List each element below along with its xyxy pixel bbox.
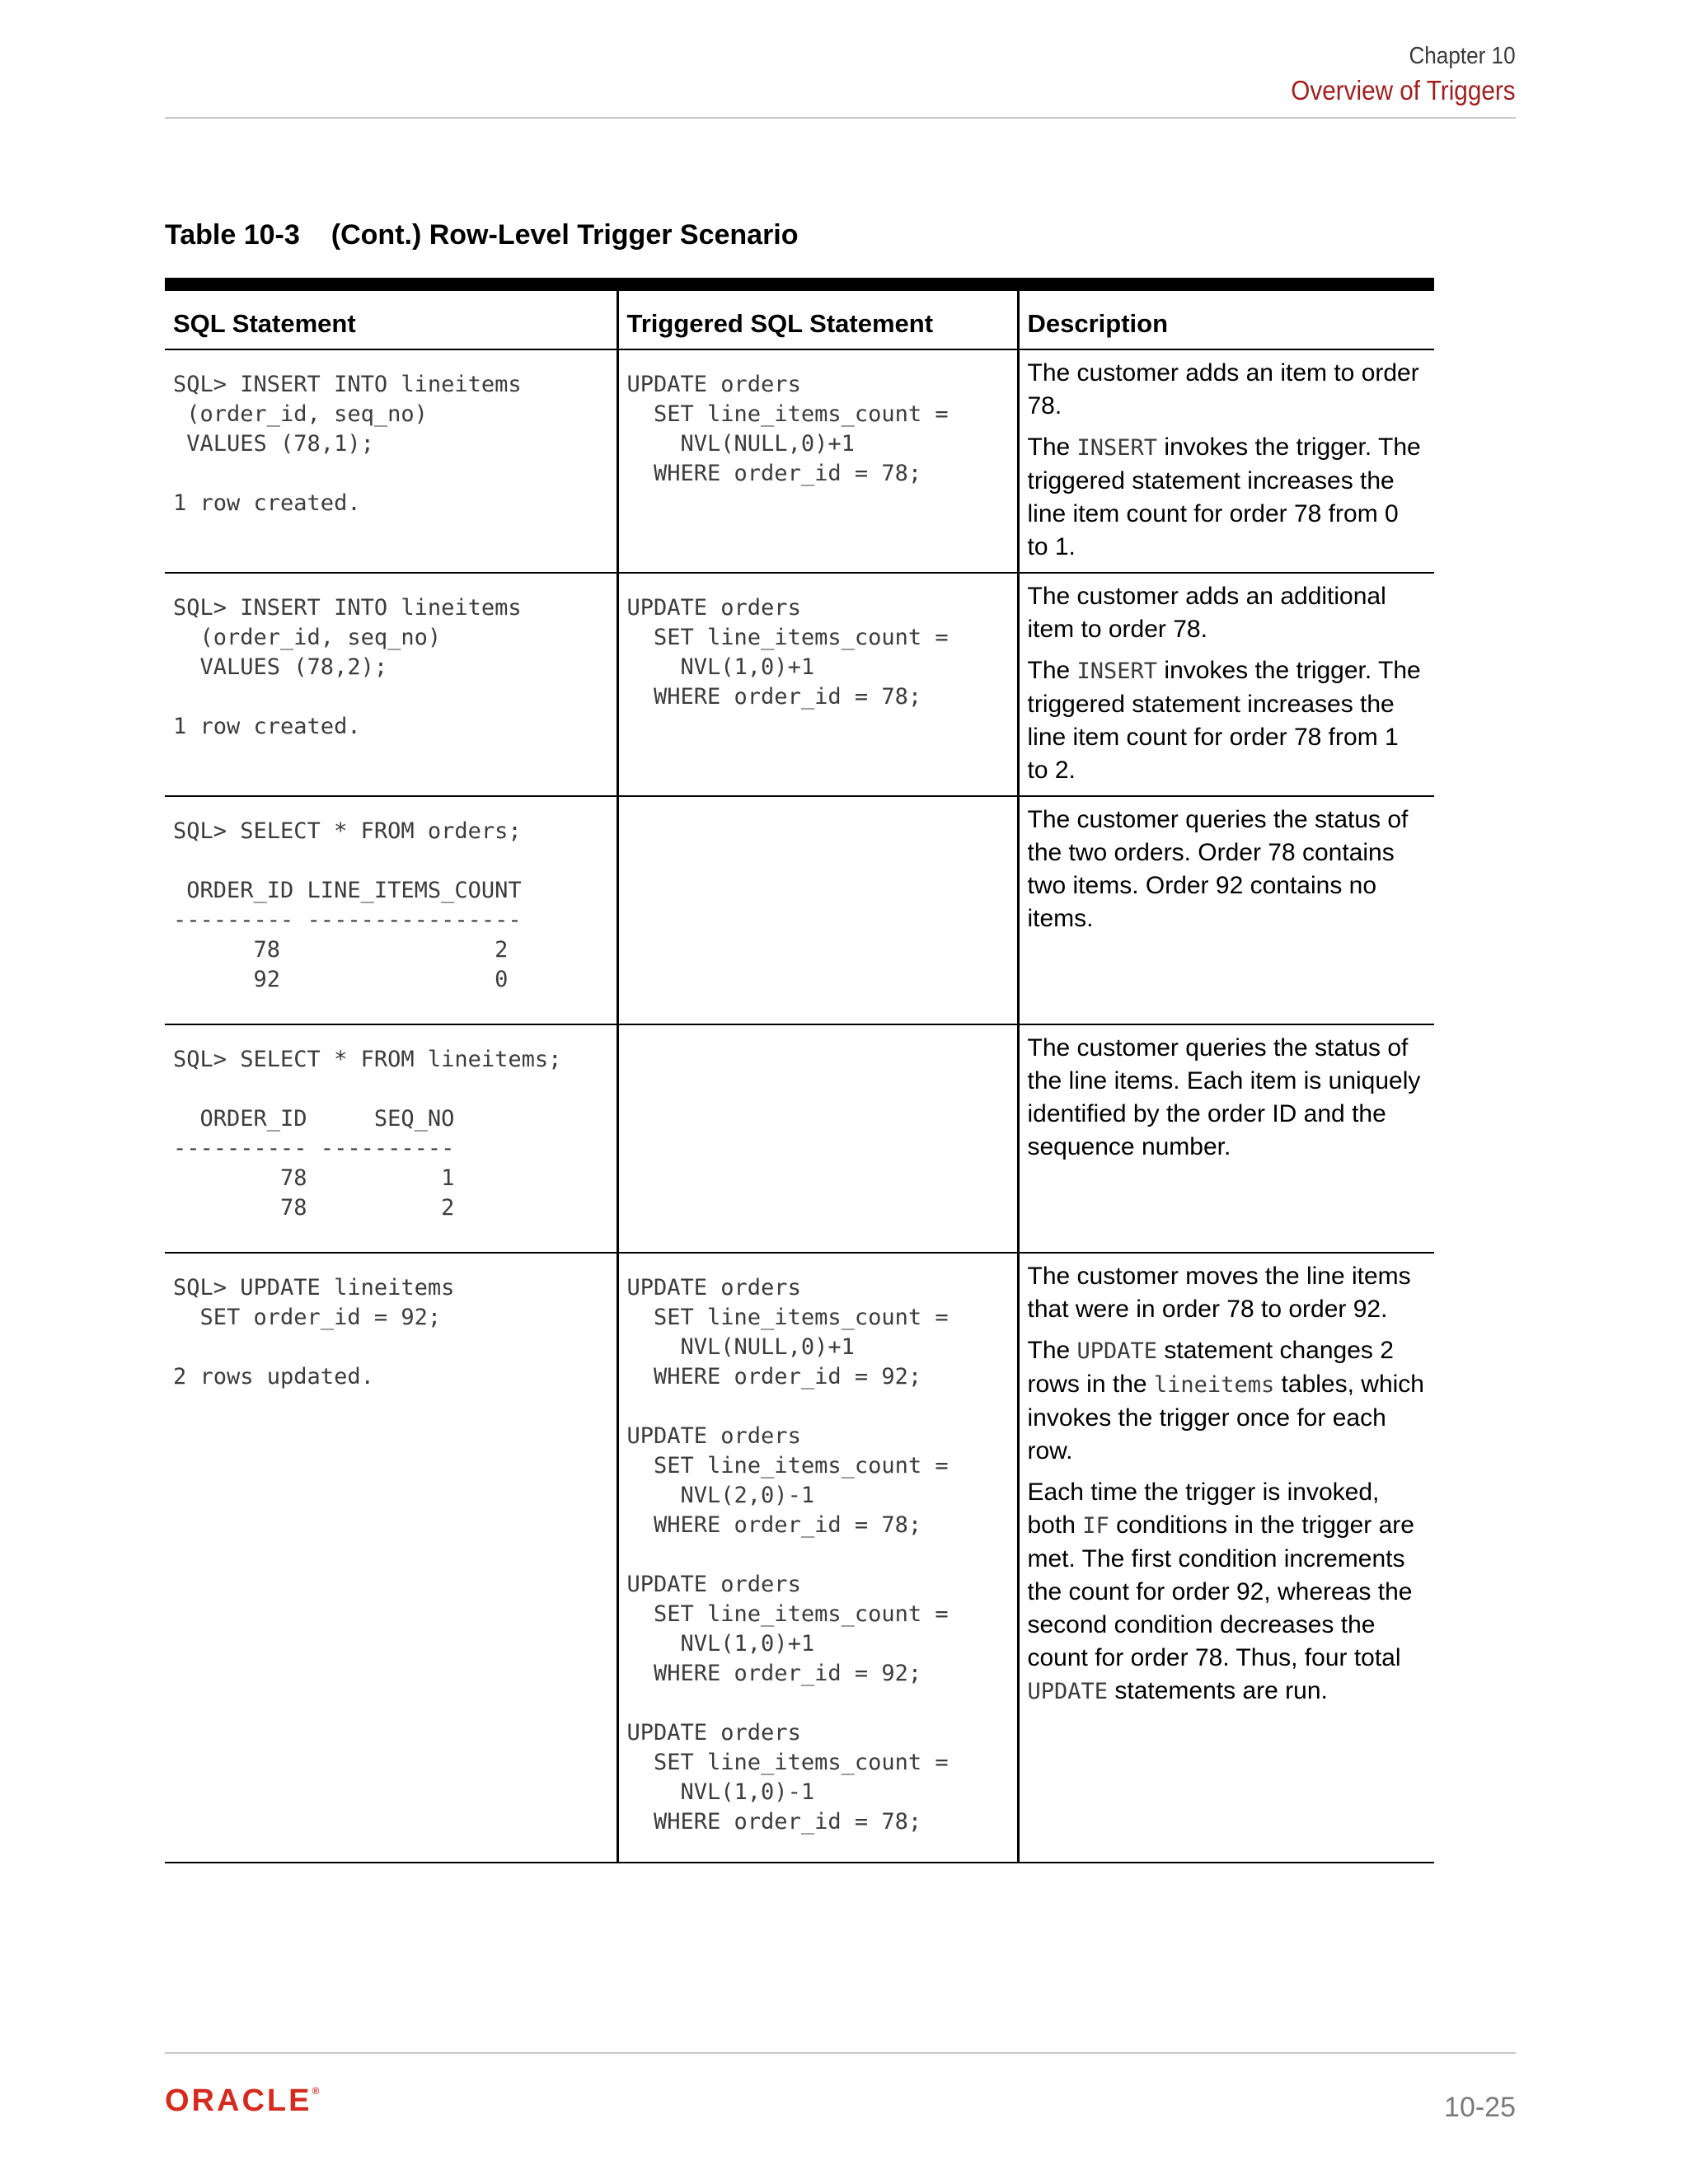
table-caption: (Cont.) Row-Level Trigger Scenario: [331, 219, 799, 251]
description-text: The customer queries the status of the line items. Each item is uniquely identified by the order ID and the sequence number.: [1027, 1034, 1421, 1160]
description-text: statement changes 2 rows in the: [1027, 1337, 1394, 1398]
description-text: The customer queries the status of the two orders. Order 78 contains two items. Order 92 contains no items.: [1027, 806, 1409, 932]
description: [1028, 1025, 1427, 1164]
triggered-cell: [617, 573, 1018, 796]
triggered-statement: UPDATE orders SET line_items_count = NVL(1,0)+1 WHERE order_id = 78;: [626, 595, 949, 710]
table-title: [165, 219, 799, 251]
triggered-statement: [627, 797, 1009, 817]
chapter-label: Chapter 10: [1409, 43, 1516, 69]
column-header-triggered: Triggered SQL Statement: [617, 284, 1018, 349]
description-text: The: [1027, 434, 1077, 461]
description-text: The: [1027, 1337, 1077, 1364]
description-paragraph: [1028, 580, 1427, 646]
description: [1028, 574, 1427, 787]
description-cell: [1018, 1024, 1434, 1253]
description: [1028, 350, 1427, 564]
registered-mark: ®: [312, 2085, 320, 2097]
sql-cell: [165, 796, 617, 1024]
triggered-cell: [617, 1253, 1018, 1863]
inline-code: INSERT: [1076, 435, 1158, 461]
page-header: [1266, 40, 1516, 109]
sql-cell: [165, 573, 617, 796]
trigger-scenario-table: [165, 278, 1434, 1863]
triggered-cell: [617, 349, 1018, 573]
inline-code: IF: [1082, 1513, 1109, 1539]
sql-statement: SQL> SELECT * FROM orders; ORDER_ID LINE_ITEMS_COUNT --------- ---------------- 78 2 92 0: [173, 818, 522, 992]
triggered-statement: UPDATE orders SET line_items_count = NVL(NULL,0)+1 WHERE order_id = 92; UPDATE orders SET line_items_count = NVL(2,0)-1 WHERE order_id = 78; UPDATE orders SET line_items_count = NVL(1,0)+1 WHERE order_id = 92; UPDATE orders SET line_items_count = NVL(1,0)-1 WHERE order_id = 78;: [626, 1275, 949, 1835]
triggered-cell: [617, 1024, 1018, 1253]
column-header-description: Description: [1018, 284, 1434, 349]
description-paragraph: [1028, 1260, 1427, 1326]
sql-cell: [165, 1253, 617, 1863]
description-paragraph: [1028, 804, 1427, 935]
triggered-statement: [627, 1025, 1009, 1045]
page-number: 10-25: [1444, 2092, 1516, 2123]
description-paragraph: [1028, 357, 1427, 423]
inline-code: INSERT: [1076, 658, 1158, 684]
sql-statement: SQL> INSERT INTO lineitems (order_id, seq_no) VALUES (78,1); 1 row created.: [173, 372, 522, 516]
table-number: Table 10-3: [165, 219, 300, 251]
triggered-statement: UPDATE orders SET line_items_count = NVL(NULL,0)+1 WHERE order_id = 78;: [626, 372, 949, 486]
table-row: [165, 796, 1434, 1024]
description-text: The: [1027, 657, 1077, 684]
table-row: [165, 349, 1434, 573]
header-divider: [165, 117, 1516, 119]
logo-text: ORACLE: [165, 2083, 312, 2118]
description: [1028, 1254, 1427, 1708]
column-header-sql: SQL Statement: [165, 284, 617, 349]
sql-statement: SQL> INSERT INTO lineitems (order_id, seq_no) VALUES (78,2); 1 row created.: [173, 595, 522, 739]
description-cell: [1018, 349, 1434, 573]
inline-code: UPDATE: [1076, 1338, 1158, 1364]
table-row: [165, 573, 1434, 796]
description: [1028, 797, 1427, 935]
description-paragraph: [1028, 1476, 1427, 1708]
description-paragraph: [1028, 654, 1427, 787]
description-text: tables, which invokes the trigger once for each row.: [1027, 1371, 1424, 1465]
description-paragraph: [1028, 1032, 1427, 1164]
description-text: invokes the trigger. The triggered statement increases the line item count for order 78 from 1 to 2.: [1027, 657, 1421, 784]
sql-statement: SQL> SELECT * FROM lineitems; ORDER_ID SEQ_NO ---------- ---------- 78 1 78 2: [173, 1047, 562, 1221]
triggered-cell: [617, 796, 1018, 1024]
description-text: invokes the trigger. The triggered statement increases the line item count for order 78 from 0 to 1.: [1027, 434, 1421, 560]
description-text: The customer moves the line items that were in order 78 to order 92.: [1027, 1263, 1411, 1323]
description-paragraph: [1028, 1334, 1427, 1468]
sql-statement: SQL> UPDATE lineitems SET order_id = 92; 2 rows updated.: [173, 1275, 455, 1390]
sql-cell: [165, 1024, 617, 1253]
description-text: The customer adds an item to order 78.: [1027, 359, 1419, 419]
table-row: [165, 1024, 1434, 1253]
description-text: Each time the trigger is invoked, both: [1027, 1479, 1380, 1539]
description-paragraph: [1028, 431, 1427, 564]
table-row: [165, 1253, 1434, 1863]
inline-code: UPDATE: [1027, 1679, 1109, 1704]
section-title: Overview of Triggers: [1291, 75, 1516, 105]
description-text: conditions in the trigger are met. The first condition increments the count for order 92, whereas the second condition decreases the count for order 78. Thus, four total: [1027, 1511, 1414, 1671]
inline-code: lineitems: [1153, 1372, 1275, 1398]
description-cell: [1018, 573, 1434, 796]
sql-cell: [165, 349, 617, 573]
description-text: statements are run.: [1108, 1677, 1328, 1704]
footer-divider: [165, 2052, 1516, 2054]
description-text: The customer adds an additional item to order 78.: [1027, 583, 1386, 643]
table-header-row: [165, 284, 1434, 349]
oracle-logo: [165, 2083, 319, 2119]
description-cell: [1018, 1253, 1434, 1863]
description-cell: [1018, 796, 1434, 1024]
